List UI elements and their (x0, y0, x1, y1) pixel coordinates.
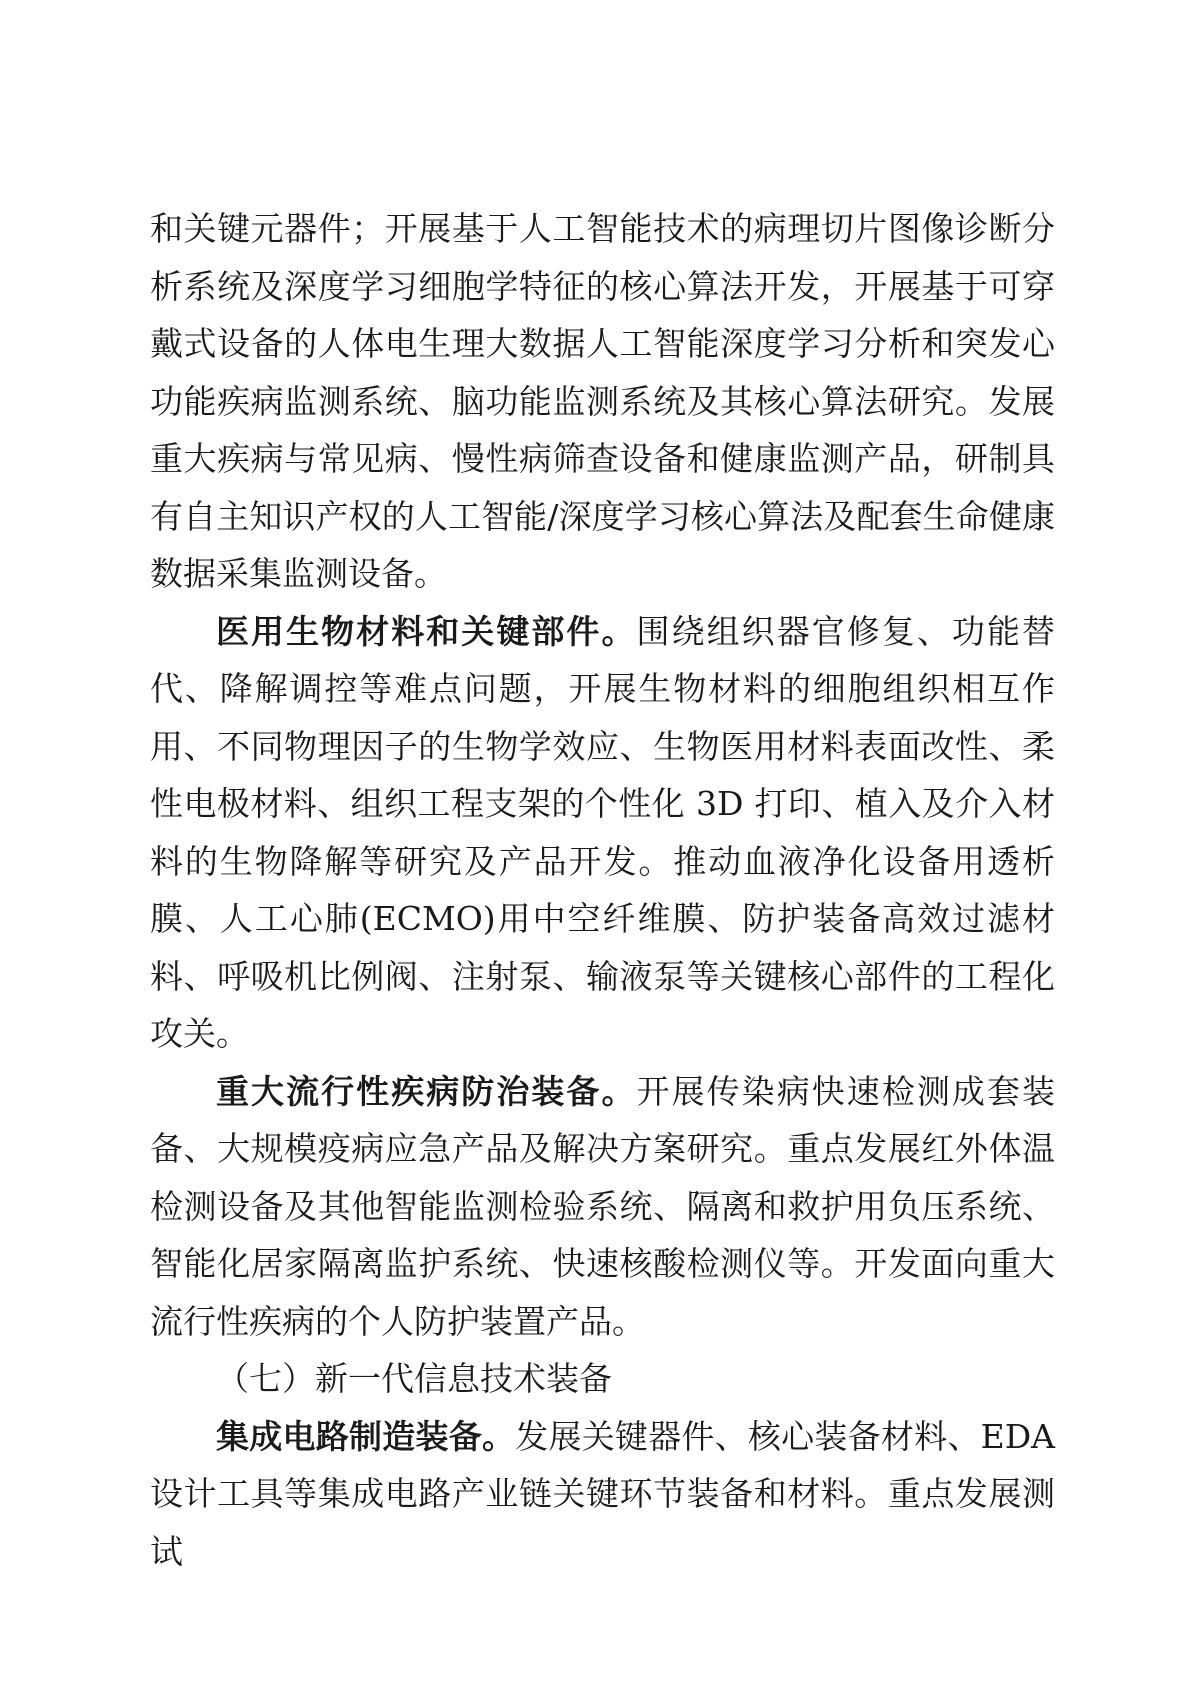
paragraph-text: 开展传染病快速检测成套装备、大规模疫病应急产品及解决方案研究。重点发展红外体温检测设备及其他智能监测检验系统、隔离和救护用负压系统、智能化居家隔离监护系统、快速核酸检测仪等。开发面向重大流行性疾病的个人防护装置产品。 (150, 1071, 1056, 1341)
section-heading-it-equipment (150, 1350, 1055, 1408)
paragraph-heading: 重大流行性疾病防治装备。 (216, 1071, 637, 1111)
document-body (150, 200, 1055, 1580)
paragraph-epidemic-equipment (150, 1063, 1055, 1351)
paragraph-heading: 医用生物材料和关键部件。 (216, 611, 637, 651)
paragraph-ic-manufacturing (150, 1408, 1055, 1581)
paragraph-text: 发展关键器件、核心装备材料、EDA 设计工具等集成电路产业链关键环节装备和材料。重点发展测试 (150, 1416, 1055, 1571)
paragraph-text: 围绕组织器官修复、功能替代、降解调控等难点问题，开展生物材料的细胞组织相互作用、不同物理因子的生物学效应、生物医用材料表面改性、柔性电极材料、组织工程支架的个性化 3D 打印、植入及介入材料的生物降解等研究及产品开发。推动血液净化设备用透析膜、人工心肺(ECMO)用中空纤维膜、防护装备高效过滤材料、呼吸机比例阀、注射泵、输液泵等关键核心部件的工程化攻关。 (150, 611, 1056, 1053)
paragraph-heading: 集成电路制造装备。 (216, 1416, 516, 1456)
paragraph-continuation (150, 200, 1055, 603)
section-heading-text: （七）新一代信息技术装备 (216, 1359, 612, 1398)
paragraph-medical-biomaterials (150, 603, 1055, 1063)
paragraph-text: 和关键元器件；开展基于人工智能技术的病理切片图像诊断分析系统及深度学习细胞学特征的核心算法开发，开展基于可穿戴式设备的人体电生理大数据人工智能深度学习分析和突发心功能疾病监测系统、脑功能监测系统及其核心算法研究。发展重大疾病与常见病、慢性病筛查设备和健康监测产品，研制具有自主知识产权的人工智能/深度学习核心算法及配套生命健康数据采集监测设备。 (150, 209, 1055, 593)
